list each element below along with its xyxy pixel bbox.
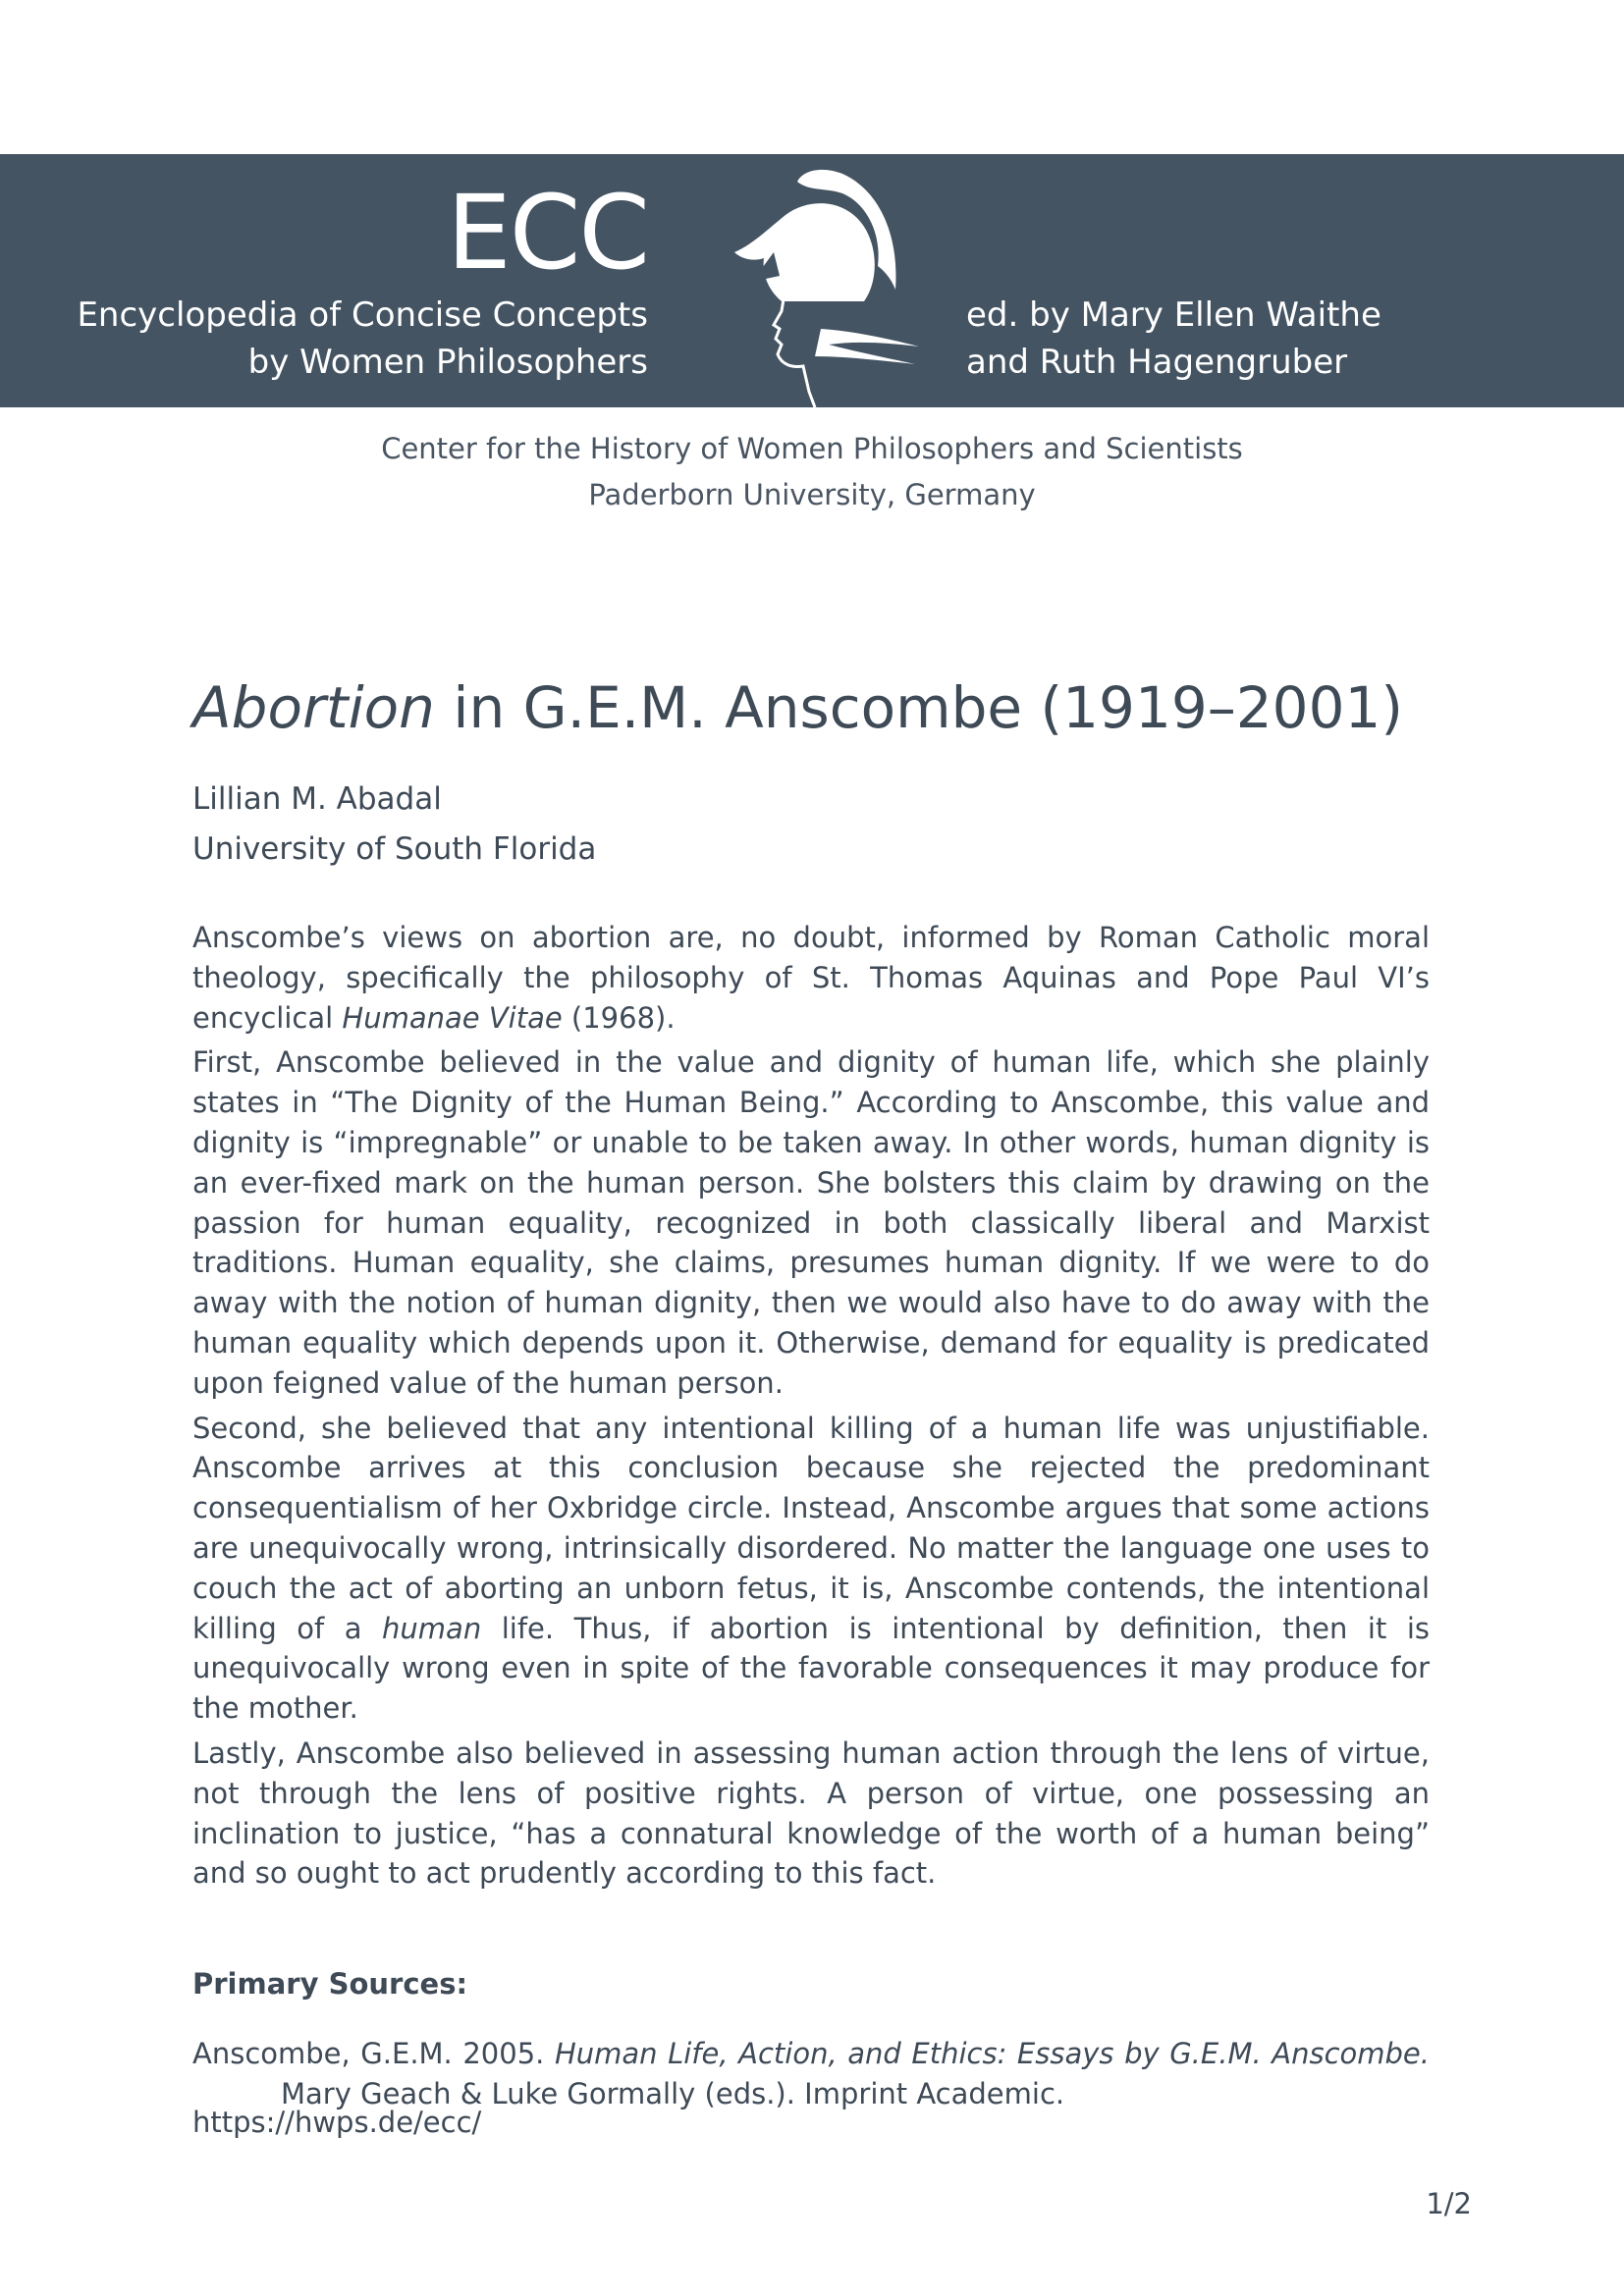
editors: [966, 292, 1457, 386]
helmeted-head-icon: [713, 164, 929, 407]
reference-item: Anscombe, G.E.M. 2005. Human Life, Action, and Ethics: Essays by G.E.M. Anscombe. Mary Geach & Luke Gormally (eds.). Imprint Academic.: [192, 2036, 1430, 2110]
author-name: Lillian M. Abadal: [192, 781, 442, 817]
paragraph-second: Second, she believed that any intentional killing of a human life was unjustifiable. Anscombe arrives at this conclusion because she rejected the predominant consequentialism of her Oxbridge circle. Instead, Anscombe argues that some actions are unequivocally wrong, intrinsically disordered. No matter the language one uses to couch the act of aborting an unborn fetus, it is, Anscombe contends, the intentional killing of a human life. Thus, if abortion is intentional by definition, then it is unequivocally wrong even in spite of the favorable consequences it may produce for the mother.: [192, 1411, 1430, 1726]
encyclopedia-name-line2: by Women Philosophers: [247, 343, 648, 382]
institution-line1: Center for the History of Women Philosophers and Scientists: [381, 432, 1243, 465]
paragraph-intro: Anscombe’s views on abortion are, no doubt, informed by Roman Catholic moral theology, specifically the philosophy of St. Thomas Aquinas and Pope Paul VI’s encyclical Humanae Vitae (1968).: [192, 921, 1430, 1035]
title-rest: in G.E.M. Anscombe (1919–2001): [434, 673, 1403, 741]
page-title: [192, 674, 1469, 743]
article-body: [192, 918, 1430, 2119]
paragraph-lastly: Lastly, Anscombe also believed in assessing human action through the lens of virtue, not through the lens of positive rights. A person of virtue, one possessing an inclination to justice, “has a connatural knowledge of the worth of a human being” and so ought to act prudently according to this fact.: [192, 1735, 1430, 1891]
encyclopedia-name: [59, 292, 648, 386]
encyclopedia-name-line1: Encyclopedia of Concise Concepts: [77, 295, 648, 335]
institution-line2: Paderborn University, Germany: [588, 478, 1036, 511]
author-affiliation: University of South Florida: [192, 831, 597, 867]
page-number: 1/2: [1426, 2187, 1472, 2220]
primary-sources-heading: Primary Sources:: [192, 1967, 468, 2002]
header-banner: [0, 154, 1624, 407]
footer-url-link[interactable]: https://hwps.de/ecc/: [192, 2106, 482, 2139]
editors-line2: and Ruth Hagengruber: [966, 343, 1348, 382]
editors-line1: ed. by Mary Ellen Waithe: [966, 295, 1381, 335]
title-italic: Abortion: [192, 673, 435, 741]
paragraph-first: First, Anscombe believed in the value and dignity of human life, which she plainly states in “The Dignity of the Human Being.” According to Anscombe, this value and dignity is “impregnable” or unable to be taken away. In other words, human dignity is an ever-fixed mark on the human person. She bolsters this claim by drawing on the passion for human equality, recognized in both classically liberal and Marxist traditions. Human equality, she claims, presumes human dignity. If we were to do away with the notion of human dignity, then we would also have to do away with the human equality which depends upon it. Otherwise, demand for equality is predicated upon feigned value of the human person.: [192, 1045, 1430, 1400]
ecc-acronym: ECC: [447, 173, 648, 293]
